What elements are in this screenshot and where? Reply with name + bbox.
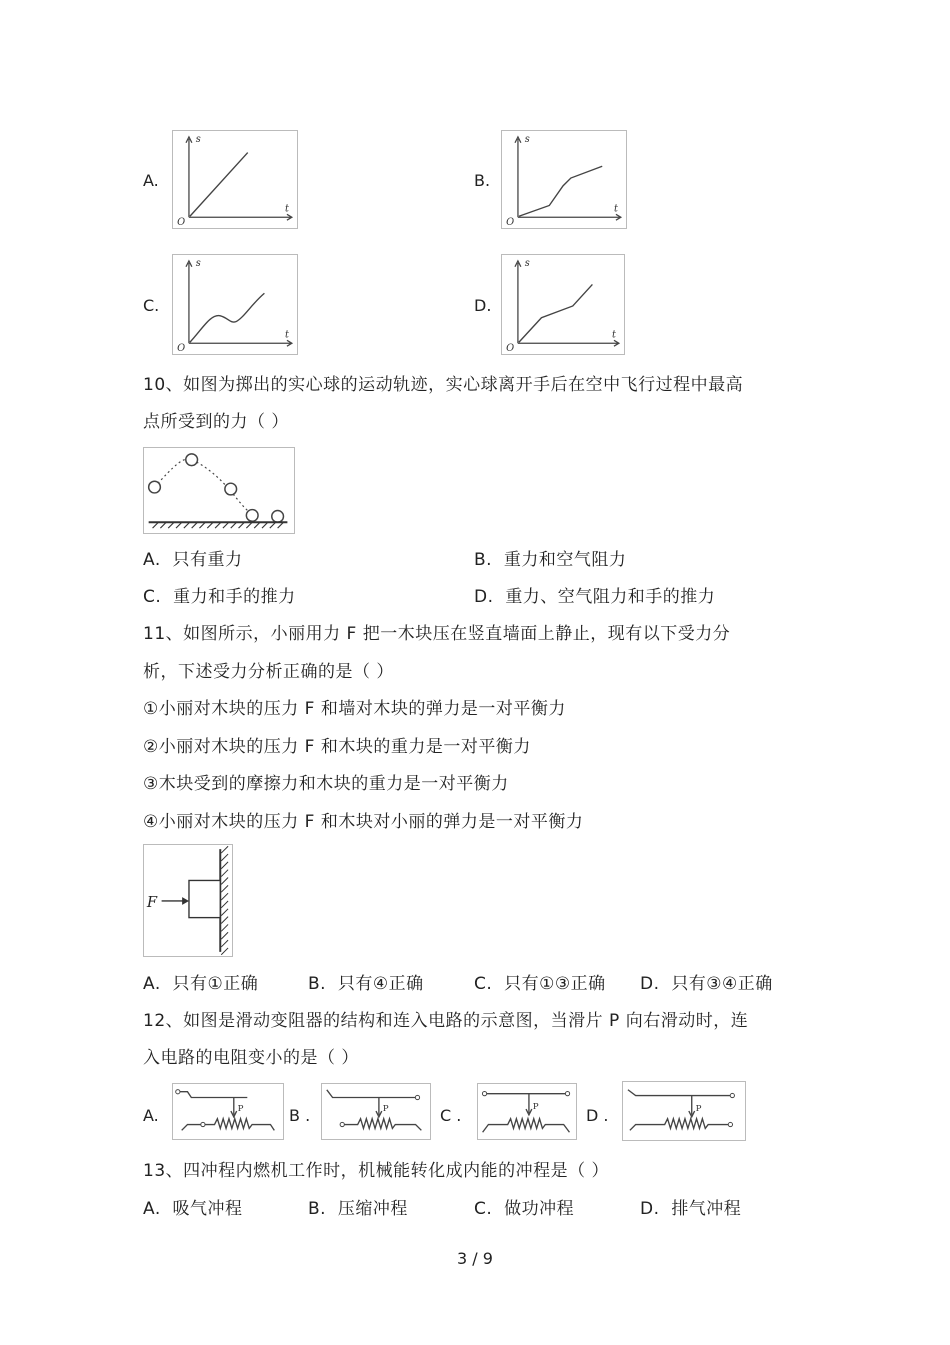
q12-c-slider-label: P — [532, 1102, 539, 1113]
q12-rheostat-d — [622, 1081, 746, 1141]
q9-option-c-label: C. — [143, 296, 160, 315]
q11-option-c — [474, 973, 606, 995]
q12-d-slider-label: P — [695, 1104, 702, 1114]
q13-option-b-label: B. — [308, 1199, 327, 1219]
q11-option-a-text: 只有①正确 — [172, 974, 259, 994]
q10-option-a — [143, 549, 243, 571]
q13-option-d-label: D. — [640, 1199, 660, 1219]
q13-option-b — [308, 1198, 408, 1220]
q12-stem-line1: 12、如图是滑动变阻器的结构和连入电路的示意图，当滑片 P 向右滑动时，连 — [143, 1011, 749, 1031]
q11-option-b-text: 只有④正确 — [337, 974, 424, 994]
q9-d-curve — [519, 284, 593, 342]
q9-d-axis-t: t — [612, 329, 616, 341]
q12-d-coil — [630, 1119, 729, 1131]
q10-ball-5 — [272, 511, 284, 523]
q13-option-a-label: A. — [143, 1199, 161, 1219]
q9-c-axis-t: t — [284, 329, 289, 341]
page-number: 3 / 9 — [457, 1249, 493, 1268]
q9-option-a-label: A. — [143, 171, 159, 190]
q10-stem-line1: 10、如图为掷出的实心球的运动轨迹，实心球离开手后在空中飞行过程中最高 — [143, 375, 744, 395]
q11-option-b — [308, 973, 424, 995]
q13-stem: 13、四冲程内燃机工作时，机械能转化成内能的冲程是（ ） — [143, 1161, 610, 1181]
q12-option-c-label: C . — [440, 1106, 462, 1125]
q11-statement-4: ④小丽对木块的压力 F 和木块对小丽的弹力是一对平衡力 — [143, 812, 584, 832]
q12-rheostat-c — [477, 1083, 577, 1140]
q12-c-terminal-top-left — [482, 1092, 486, 1096]
q9-c-origin: O — [177, 343, 186, 354]
q12-d-terminal-top-right — [730, 1093, 734, 1097]
q10-ball-2 — [186, 454, 198, 466]
q12-option-d-label: D . — [586, 1106, 609, 1125]
q13-option-d-text: 排气冲程 — [671, 1199, 742, 1219]
q9-graph-a — [172, 130, 298, 229]
q9-option-b-label: B. — [474, 171, 491, 190]
q12-b-terminal-bottom-left — [340, 1122, 344, 1126]
q10-option-c-text: 重力和手的推力 — [173, 587, 296, 607]
q11-statement-2: ②小丽对木块的压力 F 和木块的重力是一对平衡力 — [143, 737, 531, 757]
q11-option-c-label: C. — [474, 974, 493, 994]
q10-option-b-label: B. — [474, 550, 493, 570]
q12-a-terminal-top-left — [176, 1090, 180, 1094]
q11-wall-hatch — [221, 846, 228, 955]
q12-b-rod — [327, 1090, 416, 1098]
q9-b-curve — [519, 166, 602, 216]
q10-figure-trajectory — [143, 447, 295, 534]
q12-d-rod — [628, 1090, 730, 1096]
q10-option-d-label: D. — [474, 587, 494, 607]
q13-option-c — [474, 1198, 574, 1220]
q13-option-d — [640, 1198, 741, 1220]
q11-option-a — [143, 973, 258, 995]
q9-a-axis-s: s — [195, 133, 201, 145]
q9-graph-d — [501, 254, 625, 355]
q13-option-b-text: 压缩冲程 — [337, 1199, 408, 1219]
q11-block — [189, 880, 220, 917]
q11-option-d — [640, 973, 773, 995]
q12-a-rod — [180, 1092, 248, 1098]
q12-option-a-label: A. — [143, 1106, 159, 1125]
q9-b-axis-s: s — [524, 133, 530, 145]
q11-force-label: F — [146, 893, 158, 911]
q9-d-axis-s: s — [524, 257, 530, 269]
q9-d-origin: O — [506, 343, 515, 354]
q12-a-terminal-bottom-left — [201, 1122, 205, 1126]
q9-a-axis-t: t — [284, 203, 289, 215]
q11-option-b-label: B. — [308, 974, 327, 994]
q10-option-d — [474, 586, 715, 608]
q10-option-c — [143, 586, 296, 608]
q10-stem-line2: 点所受到的力（ ） — [143, 412, 289, 432]
q9-a-curve — [190, 153, 248, 217]
q10-ball-1 — [149, 481, 161, 493]
q11-force-arrowhead — [182, 897, 189, 905]
q10-trajectory-path — [155, 459, 253, 515]
q13-option-c-text: 做功冲程 — [504, 1199, 575, 1219]
q10-option-b-text: 重力和空气阻力 — [503, 550, 627, 570]
q11-statement-1: ①小丽对木块的压力 F 和墙对木块的弹力是一对平衡力 — [143, 699, 566, 719]
q9-c-axis-s: s — [195, 257, 201, 269]
q9-graph-b — [501, 130, 627, 229]
q12-a-slider-label: P — [237, 1104, 244, 1115]
q11-statement-3: ③木块受到的摩擦力和木块的重力是一对平衡力 — [143, 774, 509, 794]
q11-stem-line2: 析，下述受力分析正确的是（ ） — [143, 662, 394, 682]
q11-figure-block-wall — [143, 844, 233, 957]
q10-option-a-text: 只有重力 — [172, 550, 243, 570]
q10-ball-4 — [246, 510, 258, 522]
q12-a-coil — [205, 1119, 274, 1131]
q9-graph-c — [172, 254, 298, 355]
q9-b-origin: O — [506, 217, 515, 228]
q12-b-coil — [344, 1119, 421, 1131]
q12-c-terminal-top-right — [565, 1092, 569, 1096]
q12-d-terminal-bottom-right — [728, 1122, 732, 1126]
q9-a-origin: O — [177, 217, 186, 228]
q9-c-curve — [190, 293, 264, 342]
q11-option-a-label: A. — [143, 974, 161, 994]
q11-stem-line1: 11、如图所示，小丽用力 F 把一木块压在竖直墙面上静止，现有以下受力分 — [143, 624, 731, 644]
q12-rheostat-b — [321, 1083, 431, 1140]
q9-b-axis-t: t — [613, 203, 618, 215]
q13-option-a-text: 吸气冲程 — [172, 1199, 243, 1219]
q12-rheostat-a — [172, 1083, 284, 1140]
q12-option-b-label: B . — [289, 1106, 311, 1125]
q11-option-c-text: 只有①③正确 — [504, 974, 606, 994]
q12-stem-line2: 入电路的电阻变小的是（ ） — [143, 1048, 359, 1068]
q13-option-a — [143, 1198, 243, 1220]
q12-b-terminal-top-right — [415, 1095, 419, 1099]
q9-option-d-label: D. — [474, 296, 492, 315]
q10-option-b — [474, 549, 626, 571]
q10-option-c-label: C. — [143, 587, 162, 607]
q11-option-d-text: 只有③④正确 — [671, 974, 773, 994]
q10-option-a-label: A. — [143, 550, 161, 570]
q13-option-c-label: C. — [474, 1199, 493, 1219]
q10-ball-3 — [225, 483, 237, 495]
q12-c-coil — [483, 1119, 570, 1133]
q12-b-slider-label: P — [382, 1104, 389, 1115]
q10-option-d-text: 重力、空气阻力和手的推力 — [505, 587, 716, 607]
q11-option-d-label: D. — [640, 974, 660, 994]
